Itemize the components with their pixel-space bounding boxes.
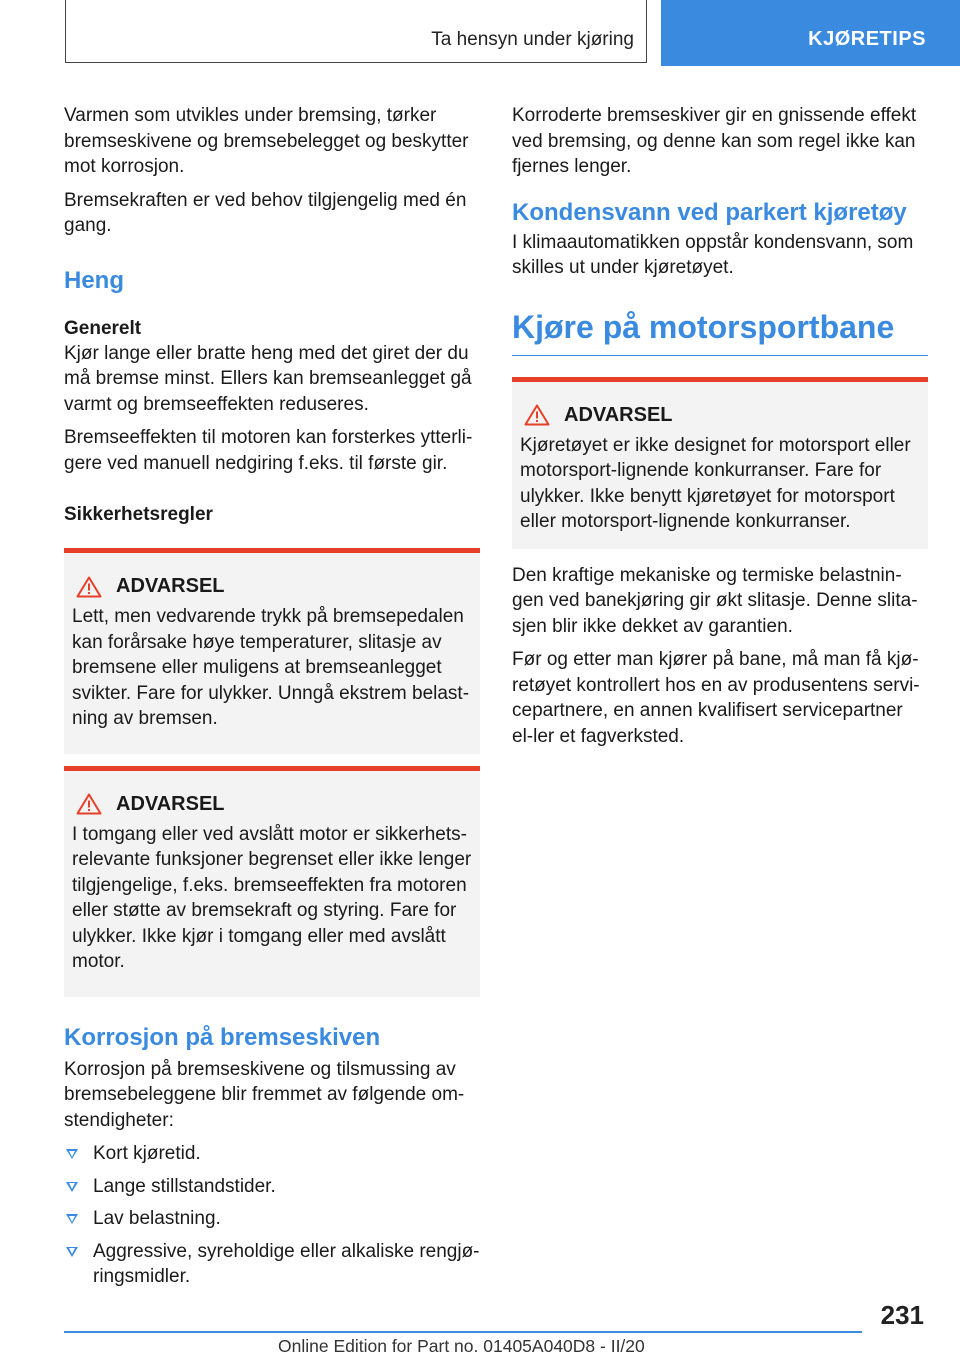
list-item: Lange stillstandstider.	[64, 1174, 480, 1200]
footer-edition: Online Edition for Part no. 01405A040D8 - II/20	[278, 1336, 645, 1356]
warning-text: I tomgang eller ved avslått motor er sikkerhets‐relevante funksjoner begrenset eller ikke lenger tilgjengelige, f.eks. bremseeffekten fra motoren eller støtte av bremsekraft og styring. Fare for ulykker. Ikke kjør i tomgang eller med avslått motor.	[72, 823, 472, 972]
right-column	[512, 103, 928, 757]
bullet-triangle-icon	[66, 1247, 78, 1257]
warning-title: ADVARSEL	[116, 792, 225, 815]
footer-divider	[64, 1331, 862, 1333]
section-heading-heng: Heng	[64, 266, 124, 294]
paragraph: Kjør lange eller bratte heng med det giret der du må bremse minst. Ellers kan bremseanlegget gå varmt og bremseeffekten reduseres.	[64, 342, 472, 415]
paragraph: Før og etter man kjører på bane, må man få kjø‐retøyet kontrollert hos en av produsentens servi‐cepartnere, en annen kvalifisert servicepartner el‐ler et fagverksted.	[512, 649, 920, 747]
subheading-sikkerhetsregler: Sikkerhetsregler	[64, 504, 213, 525]
bullet-triangle-icon	[66, 1149, 78, 1159]
paragraph: Korroderte bremseskiver gir en gnissende effekt ved bremsing, og denne kan som regel ikke kan fjernes lenger.	[512, 105, 917, 177]
list-item: Kort kjøretid.	[64, 1141, 480, 1167]
bullet-triangle-icon	[66, 1182, 78, 1192]
warning-text: Lett, men vedvarende trykk på bremsepedalen kan forårsake høye temperaturer, slitasje av bremsene eller muligens at bremseanlegget svikter. Fare for ulykker. Unngå ekstrem belast‐ning av bremsen.	[72, 606, 470, 729]
warning-triangle-icon	[524, 404, 550, 426]
paragraph: Varmen som utvikles under bremsing, tørker bremseskivene og bremsebelegget og beskytter mot korrosjon.	[64, 105, 469, 177]
header-title: Ta hensyn under kjøring	[431, 29, 634, 50]
page-number: 231	[880, 1300, 924, 1330]
warning-triangle-icon	[76, 793, 102, 815]
paragraph: Korrosjon på bremseskivene og tilsmussing av bremsebeleggene blir fremmet av følgende om‐stendigheter:	[64, 1058, 465, 1131]
section-heading-korrosjon: Korrosjon på bremseskiven	[64, 1023, 381, 1051]
warning-triangle-icon	[76, 576, 102, 598]
section-heading-kondensvann: Kondensvann ved parkert kjøretøy	[512, 198, 907, 226]
paragraph: I klimaautomatikken oppstår kondensvann, som skilles ut under kjøretøyet.	[512, 231, 914, 278]
warning-text: Kjøretøyet er ikke designet for motorsport eller motorsport-lignende konkurranser. Fare for ulykker. Ikke benytt kjøretøyet for motorsport eller motorsport-lignende konkurranser.	[520, 434, 911, 532]
warning-box	[64, 766, 480, 997]
warning-title: ADVARSEL	[564, 403, 673, 426]
list-item: Lav belastning.	[64, 1206, 480, 1232]
warning-box	[512, 377, 928, 549]
paragraph: Bremseeffekten til motoren kan forsterkes ytterli‐gere ved manuell nedgiring f.eks. til første gir.	[64, 427, 473, 474]
list-item: Aggressive, syreholdige eller alkaliske rengjø‐ringsmidler.	[64, 1239, 480, 1290]
header-title-box	[65, 0, 647, 63]
header-section-tab: KJØRETIPS	[661, 0, 960, 66]
paragraph: Den kraftige mekaniske og termiske belastnin‐gen ved banekjøring gir økt slitasje. Denne slita‐sjen blir ikke dekket av garantien.	[512, 564, 918, 637]
warning-box	[64, 548, 480, 754]
left-column	[64, 103, 480, 1297]
bullet-list	[64, 1141, 480, 1290]
subheading-generelt: Generelt	[64, 317, 142, 339]
paragraph: Bremsekraften er ved behov tilgjengelig med én gang.	[64, 189, 467, 236]
warning-title: ADVARSEL	[116, 575, 225, 597]
chapter-heading-motorsportbane: Kjøre på motorsportbane	[512, 307, 928, 356]
bullet-triangle-icon	[66, 1214, 78, 1224]
